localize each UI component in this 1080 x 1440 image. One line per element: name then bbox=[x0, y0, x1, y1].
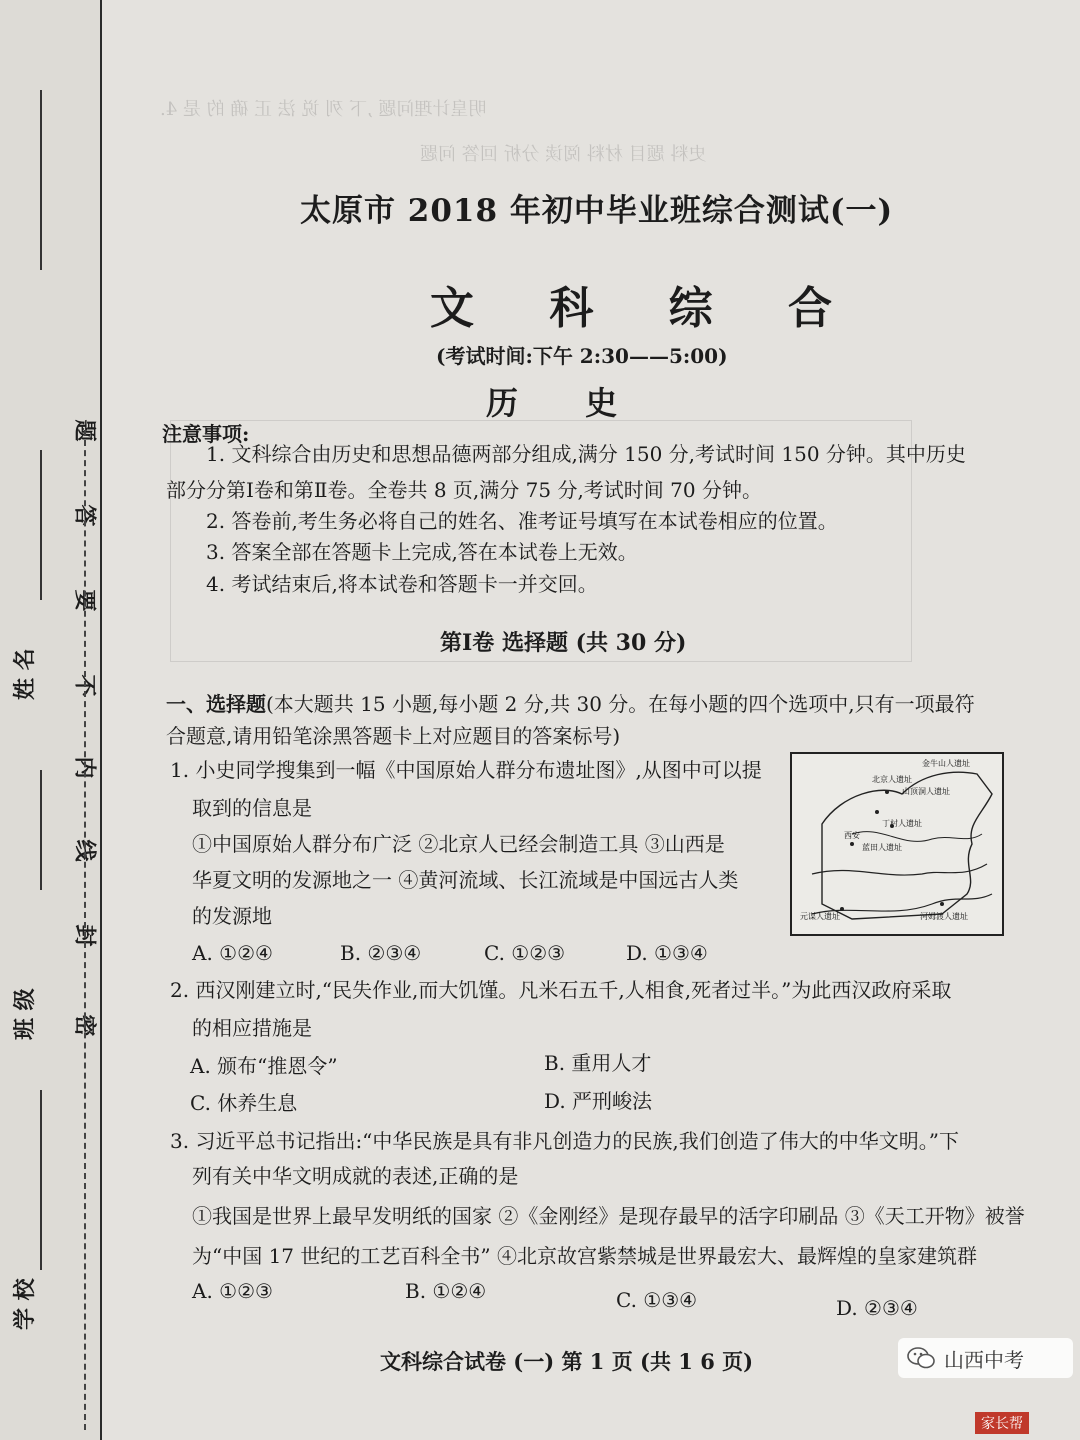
section-title: 历 史 bbox=[486, 384, 646, 422]
note-item: 1. 文科综合由历史和思想品德两部分组成,满分 150 分,考试时间 150 分钟。其中历史 bbox=[206, 442, 966, 466]
seal-char: 不 bbox=[71, 674, 98, 697]
class-label: 班 级 bbox=[12, 988, 38, 1040]
watermark-name: 山西中考 bbox=[944, 1347, 1024, 1372]
map-label: 元谋人遗址 bbox=[800, 912, 840, 921]
map-graphic bbox=[792, 754, 1002, 934]
seal-char: 密 bbox=[71, 1014, 98, 1037]
note-item: 2. 答卷前,考生务必将自己的姓名、准考证号填写在本试卷相应的位置。 bbox=[206, 509, 838, 533]
question-3-line: 列有关中华文明成就的表述,正确的是 bbox=[192, 1164, 519, 1188]
notes-heading: 注意事项: bbox=[162, 422, 250, 446]
q2-option-b: B. 重用人才 bbox=[544, 1051, 652, 1075]
q3-option-b: B. ①②④ bbox=[405, 1279, 487, 1303]
exam-title: 太原市 2018 年初中毕业班综合测试(一) bbox=[300, 193, 894, 229]
q3-option-c: C. ①③④ bbox=[616, 1288, 698, 1312]
q2-option-a: A. 颁布“推恩令” bbox=[190, 1054, 338, 1078]
fill-line bbox=[40, 450, 42, 600]
subject-title: 文 科 综 合 bbox=[430, 283, 862, 334]
bleed-through-text: 史料 题目 材料 阅读 分析 回答 问题 bbox=[420, 144, 707, 165]
question-1-line: 华夏文明的发源地之一 ④黄河流域、长江流域是中国远古人类 bbox=[192, 868, 739, 892]
section-intro-text: (本大题共 15 小题,每小题 2 分,共 30 分。在每小题的四个选项中,只有一项最符 bbox=[266, 692, 975, 716]
question-1-line: 的发源地 bbox=[192, 904, 272, 928]
seal-char: 答 bbox=[71, 504, 98, 527]
map-label: 金牛山人遗址 bbox=[922, 759, 970, 768]
q1-option-a: A. ①②④ bbox=[192, 941, 273, 965]
fill-line bbox=[40, 90, 42, 270]
wechat-icon bbox=[906, 1343, 936, 1373]
exam-time: (考试时间:下午 2:30——5:00) bbox=[436, 344, 728, 368]
map-label: 蓝田人遗址 bbox=[862, 843, 902, 852]
primitive-sites-map bbox=[790, 752, 1004, 936]
question-1-line: 取到的信息是 bbox=[192, 796, 312, 820]
school-label: 学 校 bbox=[12, 1278, 38, 1330]
section-intro-label: 一、选择题 bbox=[166, 692, 266, 716]
seal-char: 题 bbox=[71, 419, 98, 442]
question-3-line: 3. 习近平总书记指出:“中华民族是具有非凡创造力的民族,我们创造了伟大的中华文明。”下 bbox=[170, 1129, 959, 1153]
q2-option-d: D. 严刑峻法 bbox=[544, 1089, 653, 1113]
part-heading: 第Ⅰ卷 选择题 (共 30 分) bbox=[440, 630, 687, 656]
site-watermark: 家长帮 bbox=[975, 1412, 1029, 1434]
question-1-line: ①中国原始人群分布广泛 ②北京人已经会制造工具 ③山西是 bbox=[192, 832, 725, 856]
binding-margin bbox=[0, 0, 102, 1440]
q1-option-d: D. ①③④ bbox=[626, 941, 708, 965]
note-item: 3. 答案全部在答题卡上完成,答在本试卷上无效。 bbox=[206, 540, 638, 564]
bleed-through-text: 明皇计理问题 ,下 列 说 法 正 确 的 是 4. bbox=[160, 99, 487, 120]
seal-dashed-line bbox=[84, 430, 86, 1430]
q1-option-b: B. ②③④ bbox=[340, 941, 422, 965]
question-3-line: ①我国是世界上最早发明纸的国家 ②《金刚经》是现存最早的活字印刷品 ③《天工开物》被誉 bbox=[192, 1204, 1025, 1228]
map-label: 丁村人遗址 bbox=[882, 819, 922, 828]
wechat-watermark bbox=[898, 1338, 1073, 1378]
q3-option-d: D. ②③④ bbox=[836, 1296, 918, 1320]
fill-line bbox=[40, 770, 42, 890]
map-label: 山顶洞人遗址 bbox=[902, 787, 950, 796]
question-1-line: 1. 小史同学搜集到一幅《中国原始人群分布遗址图》,从图中可以提 bbox=[170, 758, 762, 782]
map-label: 西安 bbox=[844, 831, 860, 840]
seal-char: 线 bbox=[71, 839, 98, 862]
note-item: 4. 考试结束后,将本试卷和答题卡一并交回。 bbox=[206, 572, 598, 596]
q1-option-c: C. ①②③ bbox=[484, 941, 566, 965]
q3-option-a: A. ①②③ bbox=[192, 1279, 273, 1303]
question-2-line: 的相应措施是 bbox=[192, 1016, 312, 1040]
name-label: 姓 名 bbox=[12, 648, 38, 700]
page-footer: 文科综合试卷 (一) 第 1 页 (共 1 6 页) bbox=[380, 1349, 754, 1374]
question-3-line: 为“中国 17 世纪的工艺百科全书” ④北京故宫紫禁城是世界最宏大、最辉煌的皇家建筑群 bbox=[192, 1244, 977, 1268]
q2-option-c: C. 休养生息 bbox=[190, 1091, 298, 1115]
note-item: 部分分第Ⅰ卷和第Ⅱ卷。全卷共 8 页,满分 75 分,考试时间 70 分钟。 bbox=[166, 478, 762, 502]
section-intro-line: 合题意,请用铅笔涂黑答题卡上对应题目的答案标号) bbox=[166, 724, 621, 748]
section-intro bbox=[166, 688, 975, 720]
seal-char: 要 bbox=[71, 589, 98, 612]
map-label: 河姆渡人遗址 bbox=[920, 912, 968, 921]
seal-char: 内 bbox=[71, 756, 98, 779]
fill-line bbox=[40, 1090, 42, 1270]
seal-char: 封 bbox=[71, 924, 98, 947]
question-2-line: 2. 西汉刚建立时,“民失作业,而大饥馑。凡米石五千,人相食,死者过半。”为此西汉政府采取 bbox=[170, 978, 952, 1002]
map-label: 北京人遗址 bbox=[872, 775, 912, 784]
